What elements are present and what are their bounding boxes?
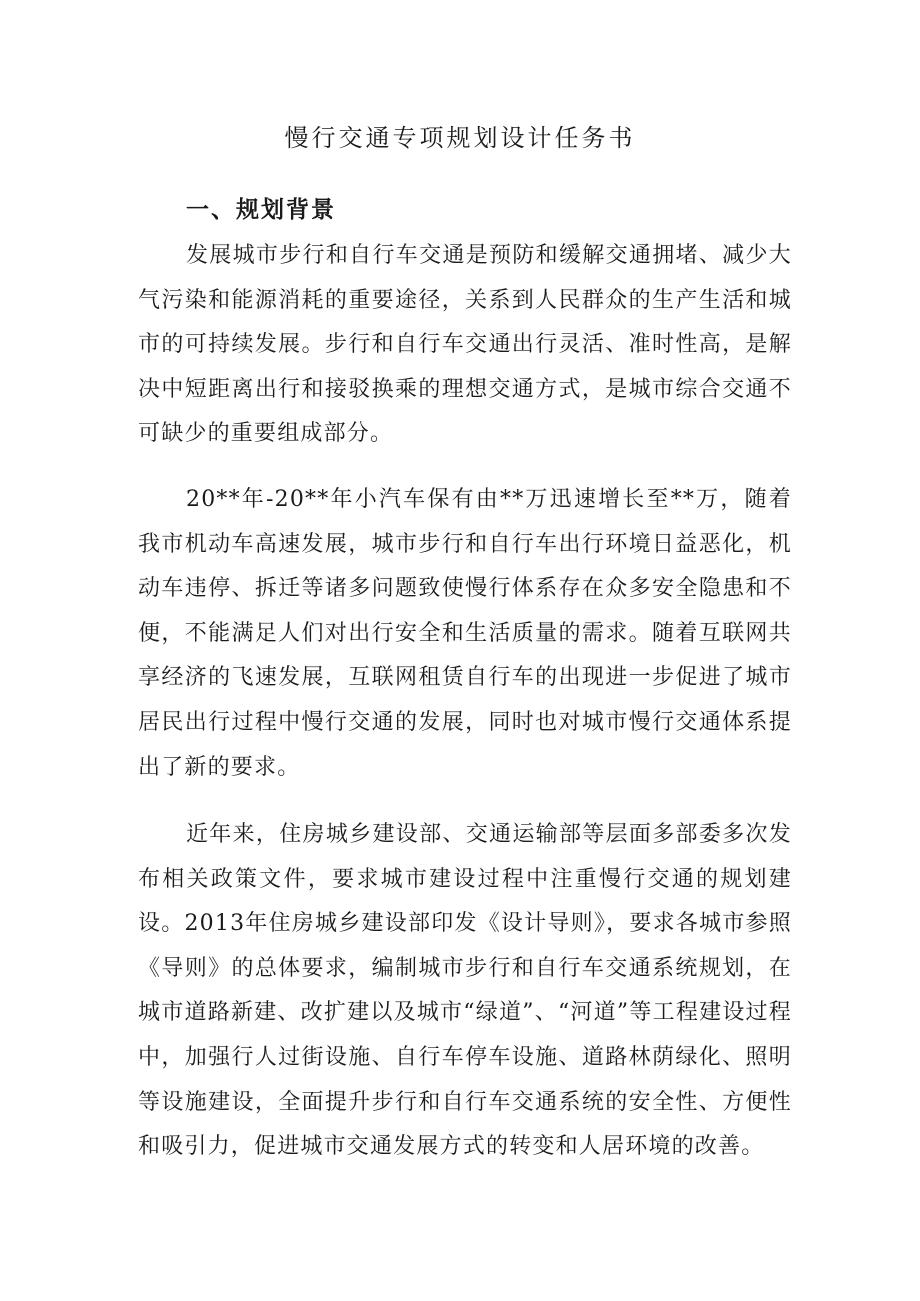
document-title: 慢行交通专项规划设计任务书: [284, 124, 636, 152]
paragraph-vehicle-growth: 20**年-20**年小汽车保有由**万迅速增长至**万，随着我市机动车高速发展，城市步行和自行车出行环境日益恶化，机动车违停、拆迁等诸多问题致使慢行体系存在众多安全隐患和不便，不能满足人们对出行安全和生活质量的需求。随着互联网共享经济的飞速发展，互联网租赁自行车的出现进一步促进了城市居民出行过程中慢行交通的发展，同时也对城市慢行交通体系提出了新的要求。: [138, 487, 792, 780]
section-heading: 一、规划背景: [186, 196, 336, 223]
paragraph-policy: 近年来，住房城乡建设部、交通运输部等层面多部委多次发布相关政策文件，要求城市建设过程中注重慢行交通的规划建设。2013年住房城乡建设部印发《设计导则》，要求各城市参照《导则》的总体要求，编制城市步行和自行车交通系统规划，在城市道路新建、改扩建以及城市“绿道”、“河道”等工程建设过程中，加强行人过街设施、自行车停车设施、道路林荫绿化、照明等设施建设，全面提升步行和自行车交通系统的安全性、方便性和吸引力，促进城市交通发展方式的转变和人居环境的改善。: [138, 822, 792, 1160]
paragraph-background: 发展城市步行和自行车交通是预防和缓解交通拥堵、减少大气污染和能源消耗的重要途径，关系到人民群众的生产生活和城市的可持续发展。步行和自行车交通出行灵活、准时性高，是解决中短距离出行和接驳换乘的理想交通方式，是城市综合交通不可缺少的重要组成部分。: [138, 243, 792, 447]
